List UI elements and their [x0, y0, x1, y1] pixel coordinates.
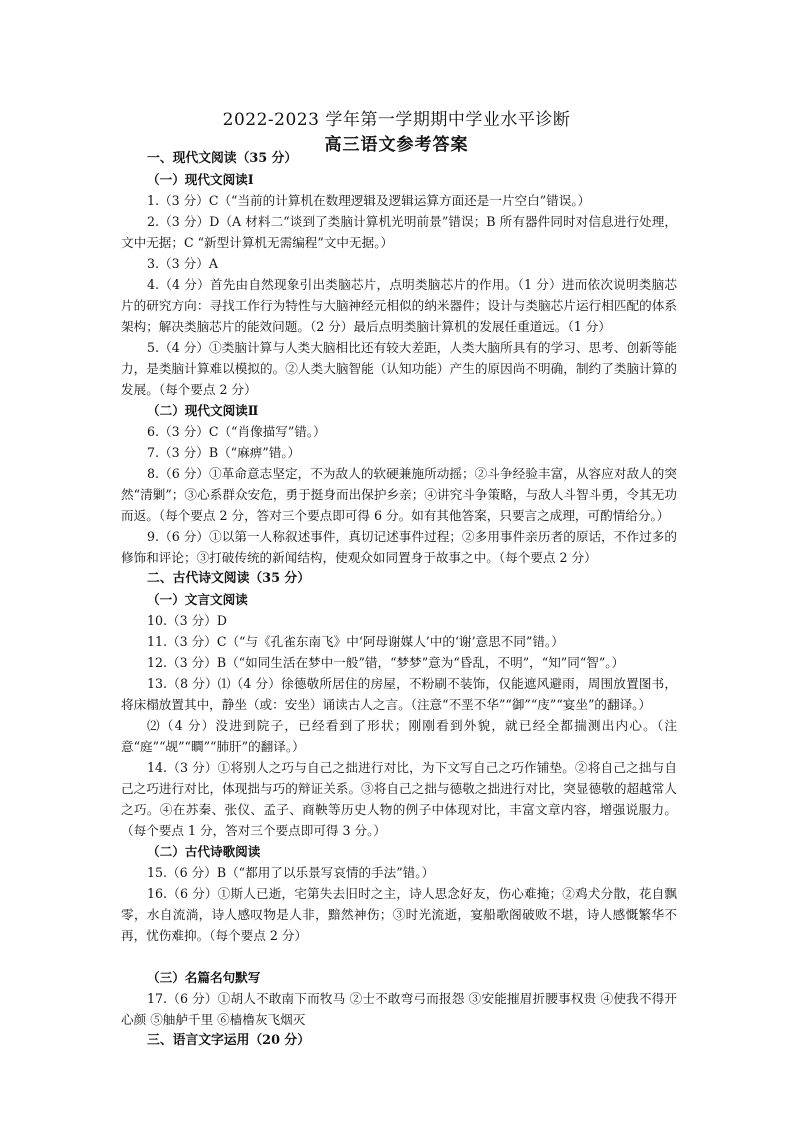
- answer-q4: 4.（4 分）首先由自然现象引出类脑芯片，点明类脑芯片的作用。（1 分）进而依次说明类脑芯片的研究方向：寻找工作行为特性与大脑神经元相似的纳米器件；设计与类脑芯片运行相匹配的体系架构；解决类脑芯片的能效问题。（2 分）最后点明类脑计算机的发展任重道远。（1 分）: [121, 277, 677, 334]
- answer-q15: 15.（6 分）B（“都用了以乐景写哀情的手法”错。）: [147, 865, 435, 880]
- subsection-heading-modern-reading-2: （二）现代文阅读Ⅱ: [147, 403, 259, 418]
- subsection-heading-classical-poetry: （二）古代诗歌阅读: [147, 844, 261, 859]
- answer-q3: 3.（3 分）A: [147, 256, 218, 271]
- section-heading-classical-reading: 二、古代诗文阅读（35 分）: [147, 571, 311, 586]
- answer-q9: 9.（6 分）①以第一人称叙述事件，真切记述事件过程；②多用事件亲历者的原话，不作过多的修饰和评论；③打破传统的新闻结构，使观众如同置身于故事之中。（每个要点 2 分）: [121, 529, 677, 565]
- spacer: [121, 946, 677, 967]
- answer-q5: 5.（4 分）①类脑计算与人类大脑相比还有较大差距，人类大脑所具有的学习、思考、创新等能力，是类脑计算难以模拟的。②人类大脑智能（认知功能）产生的原因尚不明确，制约了类脑计算的发展。（每个要点 2 分）: [121, 340, 677, 397]
- subsection-heading-famous-lines: （三）名篇名句默写: [147, 970, 261, 985]
- answer-q11: 11.（3 分）C（“与《孔雀东南飞》中‘阿母谢媒人’中的‘谢’意思不同”错。）: [147, 634, 564, 649]
- answer-q12: 12.（3 分）B（“如同生活在梦中一般”错，“梦梦”意为“昏乱，不明”，“知”同“智”。）: [147, 655, 625, 670]
- answer-q13-part1: 13.（8 分）⑴（4 分）徐德敬所居住的房屋，不粉刷不装饰，仅能遮风避雨，周围放置图书，将床榻放置其中，静坐（或：安坐）诵读古人之言。（注意“不垩不华”“御”“庋”“宴坐”的翻译。）: [121, 676, 677, 712]
- answer-q8: 8.（6 分）①革命意志坚定，不为敌人的软硬兼施所动摇；②斗争经验丰富，从容应对敌人的突然“清剿”；③心系群众安危，勇于挺身而出保护乡亲；④讲究斗争策略，与敌人斗智斗勇，令其无功而返。（每个要点 2 分，答对三个要点即可得 6 分。如有其他答案，只要言之成理，可酌情给分。）: [121, 466, 677, 523]
- answer-q13-part2: ⑵（4 分）没进到院子，已经看到了形状；刚刚看到外貌，就已经全都揣测出内心。（注意“庭”“觇”“瞷”“肺肝”的翻译。）: [121, 718, 677, 754]
- section-heading-language-use: 三、语言文字运用（20 分）: [147, 1033, 311, 1048]
- answer-q6: 6.（3 分）C（“肖像描写”错。）: [147, 424, 326, 439]
- answer-q17: 17.（6 分）①胡人不敢南下而牧马 ②士不敢弯弓而报怨 ③安能摧眉折腰事权贵 ④使我不得开心颜 ⑤舳舻千里 ⑥樯橹灰飞烟灭: [121, 991, 677, 1027]
- document-subtitle: 高三语文参考答案: [324, 135, 469, 155]
- answer-q1: 1.（3 分）C（“当前的计算机在数理逻辑及逻辑运算方面还是一片空白”错误。）: [147, 193, 591, 208]
- answer-q7: 7.（3 分）B（“麻痹”错。）: [147, 445, 301, 460]
- answer-q14: 14.（3 分）①将别人之巧与自己之拙进行对比，为下文写自己之巧作铺垫。②将自己之拙与自己之巧进行对比，体现拙与巧的辩证关系。③将自己之拙与德敬之拙进行对比，突显德敬的超越常人之巧。④在苏秦、张仪、孟子、商鞅等历史人物的例子中体现对比，丰富文章内容，增强说服力。（每个要点 1 分，答对三个要点即可得 3 分。）: [121, 760, 677, 838]
- section-heading-modern-reading: 一、现代文阅读（35 分）: [147, 151, 298, 166]
- document-title: 2022-2023 学年第一学期期中学业水平诊断: [222, 110, 571, 130]
- subsection-heading-classical-prose: （一）文言文阅读: [147, 592, 248, 607]
- answer-q16: 16.（6 分）①斯人已逝，宅第失去旧时之主，诗人思念好友，伤心难掩；②鸡犬分散，花自飘零，水自流淌，诗人感叹物是人非，黯然神伤；③时光流逝，宴船歌阁破败不堪，诗人感慨繁华不再，忧伤难抑。（每个要点 2 分）: [121, 886, 677, 943]
- answer-content: [121, 148, 677, 1051]
- answer-q10: 10.（3 分）D: [147, 613, 227, 628]
- answer-q2: 2.（3 分）D（A 材料二“谈到了类脑计算机光明前景”错误；B 所有器件同时对信息进行处理，文中无据；C “新型计算机无需编程”文中无据。）: [121, 214, 677, 250]
- subsection-heading-modern-reading-1: （一）现代文阅读Ⅰ: [147, 172, 254, 187]
